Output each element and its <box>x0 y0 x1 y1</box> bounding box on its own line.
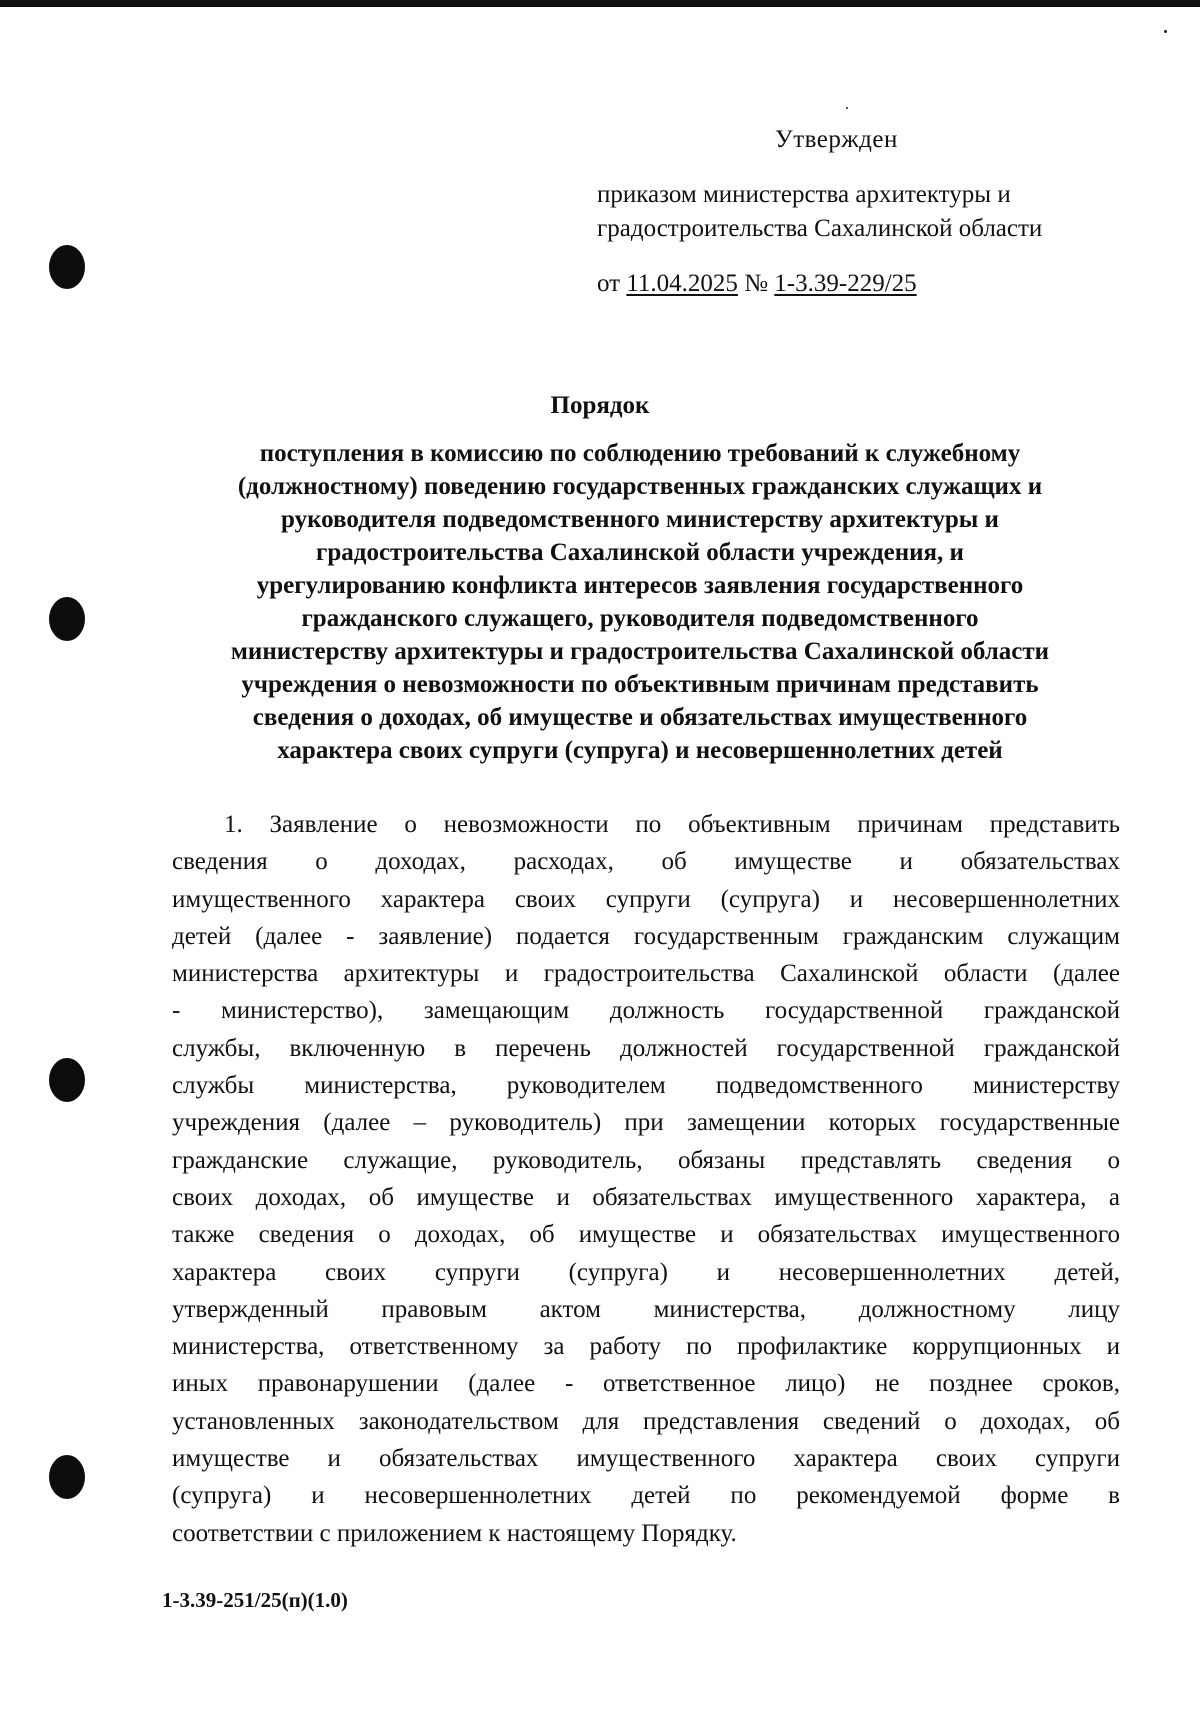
punch-hole <box>49 1455 85 1499</box>
paragraph-line: министерства архитектуры и градостроительства Сахалинской области (далее <box>172 960 1120 988</box>
scan-top-edge <box>0 0 1200 7</box>
order-date-line <box>597 270 917 298</box>
punch-hole <box>49 1058 85 1102</box>
subtitle-line: (должностному) поведению государственных гражданских служащих и <box>237 473 1043 500</box>
paragraph-line: утвержденный правовым актом министерства, должностному лицу <box>172 1295 1120 1323</box>
document-code: 1-3.39-251/25(п)(1.0) <box>162 1588 348 1612</box>
paragraph-line: детей (далее - заявление) подается государственным гражданским служащим <box>172 922 1120 950</box>
subtitle-line: руководителя подведомственного министерству архитектуры и <box>281 506 999 533</box>
paragraph-line: имущественного характера своих супруги (супруга) и несовершеннолетних <box>172 885 1120 913</box>
approved-label: Утвержден <box>775 126 898 153</box>
paragraph-line: характера своих супруги (супруга) и несовершеннолетних детей, <box>172 1258 1120 1286</box>
paragraph-line: сведения о доходах, расходах, об имуществе и обязательствах <box>172 848 1120 876</box>
punch-hole <box>49 245 85 289</box>
paragraph-line: своих доходах, об имуществе и обязательствах имущественного характера, а <box>172 1183 1120 1211</box>
order-number: 1-3.39-229/25 <box>774 270 917 297</box>
order-line: приказом министерства архитектуры и <box>597 181 1011 208</box>
punch-hole <box>49 597 85 641</box>
paragraph-line: службы министерства, руководителем подведомственного министерству <box>172 1072 1120 1100</box>
paragraph-line: также сведения о доходах, об имуществе и обязательствах имущественного <box>172 1221 1120 1249</box>
paragraph-line: гражданские служащие, руководитель, обязаны представлять сведения о <box>172 1146 1120 1174</box>
paragraph-line: учреждения (далее – руководитель) при замещении которых государственные <box>172 1109 1120 1137</box>
number-sign: № <box>744 270 769 297</box>
paragraph-line: имуществе и обязательствах имущественного характера своих супруги <box>172 1445 1120 1473</box>
paragraph-line: 1. Заявление о невозможности по объективным причинам представить <box>224 811 1120 838</box>
subtitle-line: урегулированию конфликта интересов заявления государственного <box>256 572 1024 599</box>
scan-speck <box>846 107 848 109</box>
paragraph-line: службы, включенную в перечень должностей государственной гражданской <box>172 1034 1120 1062</box>
scan-speck <box>1164 30 1167 33</box>
subtitle-line: учреждения о невозможности по объективным причинам представить <box>241 671 1039 698</box>
subtitle-line: поступления в комиссию по соблюдению требований к служебному <box>259 440 1021 467</box>
paragraph-line: (супруга) и несовершеннолетних детей по рекомендуемой форме в <box>172 1482 1120 1510</box>
subtitle-line: градостроительства Сахалинской области учреждения, и <box>316 539 964 566</box>
order-date: 11.04.2025 <box>626 270 738 297</box>
subtitle-line: сведения о доходах, об имуществе и обязательствах имущественного <box>252 704 1028 731</box>
document-subtitle <box>170 437 1110 767</box>
paragraph-line: установленных законодательством для представления сведений о доходах, об <box>172 1407 1120 1435</box>
subtitle-line: министерству архитектуры и градостроительства Сахалинской области <box>230 638 1050 665</box>
document-title: Порядок <box>550 392 650 419</box>
paragraph-line: иных правонарушении (далее - ответственное лицо) не позднее сроков, <box>172 1370 1120 1398</box>
order-line: градостроительства Сахалинской области <box>597 215 1043 242</box>
date-prefix: от <box>597 270 621 297</box>
paragraph-line: соответствии с приложением к настоящему Порядку. <box>172 1519 737 1547</box>
subtitle-line: гражданского служащего, руководителя подведомственного <box>301 605 979 632</box>
paragraph-1 <box>172 806 1120 1552</box>
paragraph-line: - министерство), замещающим должность государственной гражданской <box>172 997 1120 1025</box>
paragraph-line: министерства, ответственному за работу по профилактике коррупционных и <box>172 1333 1120 1361</box>
order-reference <box>597 178 1042 246</box>
subtitle-line: характера своих супруги (супруга) и несовершеннолетних детей <box>277 737 1003 764</box>
